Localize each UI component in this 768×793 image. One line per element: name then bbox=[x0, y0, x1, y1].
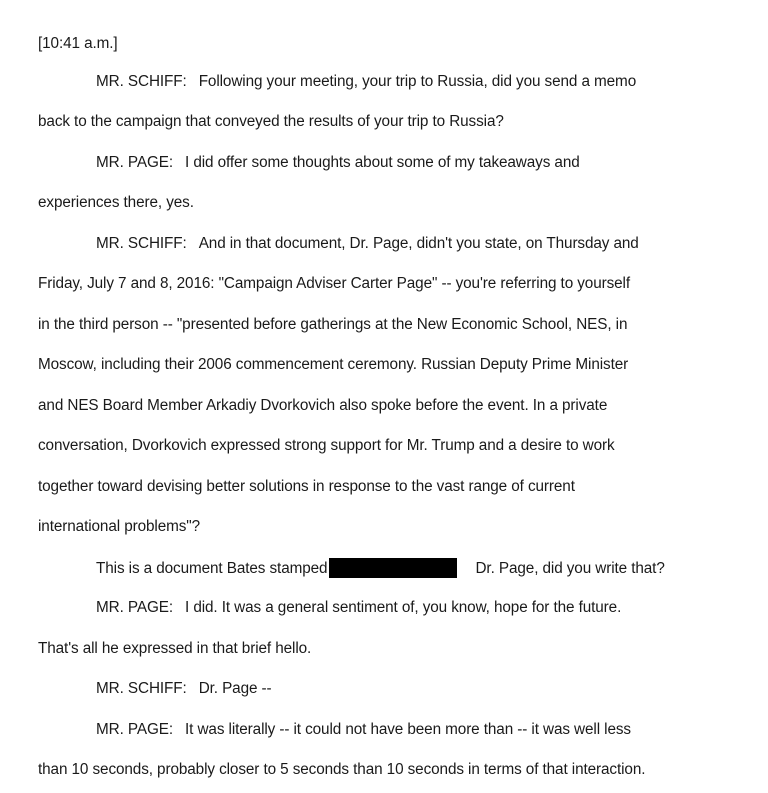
line-text: I did offer some thoughts about some of my takeaways and bbox=[185, 154, 580, 171]
line-text: Dr. Page -- bbox=[198, 680, 272, 697]
speaker-label: MR. SCHIFF: bbox=[96, 235, 187, 252]
transcript-line: Moscow, including their 2006 commencement ceremony. Russian Deputy Prime Minister bbox=[38, 356, 629, 373]
transcript-line bbox=[96, 679, 272, 699]
transcript-line bbox=[96, 558, 665, 579]
bates-suffix: Dr. Page, did you write that? bbox=[475, 560, 665, 577]
line-text: It was literally -- it could not have been more than -- it was well less bbox=[185, 721, 631, 738]
transcript-line: than 10 seconds, probably closer to 5 seconds than 10 seconds in terms of that interaction. bbox=[38, 761, 646, 778]
transcript-line bbox=[96, 234, 639, 254]
transcript-line: Friday, July 7 and 8, 2016: "Campaign Adviser Carter Page" -- you're referring to yourself bbox=[38, 275, 631, 292]
speaker-label: MR. PAGE: bbox=[96, 154, 174, 171]
transcript-line bbox=[96, 72, 636, 92]
transcript-line bbox=[96, 153, 580, 173]
transcript-line: experiences there, yes. bbox=[38, 194, 194, 211]
bates-prefix: This is a document Bates stamped bbox=[96, 560, 328, 577]
speaker-label: MR. SCHIFF: bbox=[96, 73, 187, 90]
line-text: I did. It was a general sentiment of, you know, hope for the future. bbox=[185, 599, 622, 616]
transcript-line: international problems"? bbox=[38, 518, 201, 535]
transcript-line: in the third person -- "presented before gatherings at the New Economic School, NES, in bbox=[38, 316, 628, 333]
transcript-line bbox=[96, 720, 631, 740]
transcript-line: back to the campaign that conveyed the results of your trip to Russia? bbox=[38, 113, 504, 130]
transcript-line: conversation, Dvorkovich expressed strong support for Mr. Trump and a desire to work bbox=[38, 437, 615, 454]
transcript-line: That's all he expressed in that brief hello. bbox=[38, 640, 312, 657]
timestamp: [10:41 a.m.] bbox=[38, 35, 118, 52]
speaker-label: MR. SCHIFF: bbox=[96, 680, 187, 697]
transcript-line: together toward devising better solutions in response to the vast range of current bbox=[38, 478, 575, 495]
speaker-label: MR. PAGE: bbox=[96, 721, 174, 738]
line-text: Following your meeting, your trip to Russia, did you send a memo bbox=[198, 73, 637, 90]
line-text: And in that document, Dr. Page, didn't you state, on Thursday and bbox=[198, 235, 639, 252]
speaker-label: MR. PAGE: bbox=[96, 599, 174, 616]
transcript-line: and NES Board Member Arkadiy Dvorkovich also spoke before the event. In a private bbox=[38, 397, 608, 414]
transcript-line bbox=[96, 598, 621, 618]
redaction-bar bbox=[329, 558, 457, 578]
